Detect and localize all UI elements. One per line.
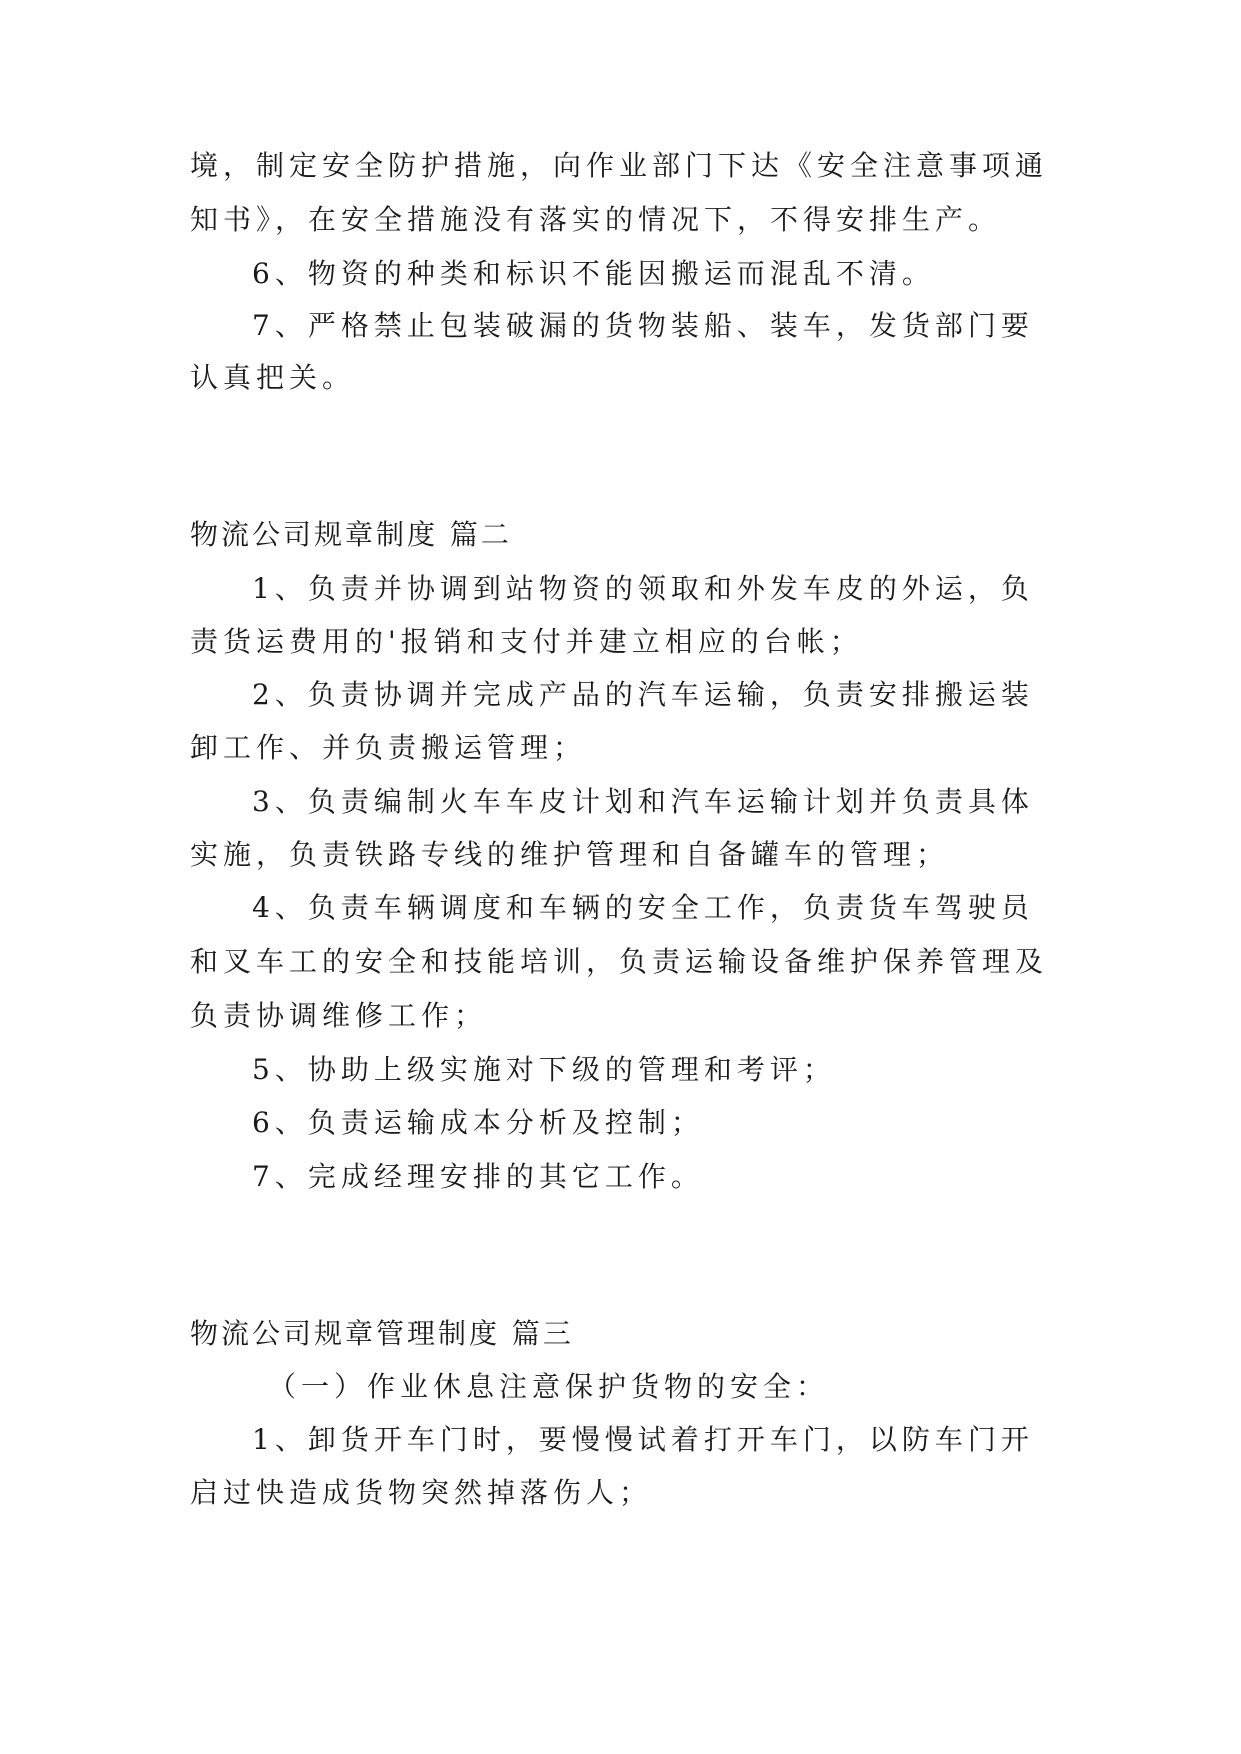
- paragraph-line: 6、物资的种类和标识不能因搬运而混乱不清。: [252, 257, 935, 290]
- paragraph-line: 7、完成经理安排的其它工作。: [252, 1160, 704, 1193]
- paragraph-line: 3、负责编制火车车皮计划和汽车运输计划并负责具体: [252, 785, 1034, 818]
- paragraph-line: 7、严格禁止包装破漏的货物装船、装车，发货部门要: [252, 309, 1034, 342]
- section-heading: 物流公司规章制度 篇二: [190, 518, 512, 551]
- paragraph-line: 认真把关。: [190, 361, 356, 394]
- paragraph-line: 5、协助上级实施对下级的管理和考评；: [252, 1053, 836, 1086]
- paragraph-line: 1、负责并协调到站物资的领取和外发车皮的外运，负: [252, 572, 1034, 605]
- paragraph-line: 知书》，在安全措施没有落实的情况下，不得安排生产。: [190, 203, 1002, 236]
- paragraph-line: 卸工作、并负责搬运管理；: [190, 731, 587, 764]
- paragraph-line: 启过快造成货物突然掉落伤人；: [190, 1476, 653, 1509]
- paragraph-line: 和叉车工的安全和技能培训，负责运输设备维护保养管理及: [190, 945, 1049, 978]
- paragraph-line: 实施，负责铁路专线的维护管理和自备罐车的管理；: [190, 838, 950, 871]
- paragraph-line: 4、负责车辆调度和车辆的安全工作，负责货车驾驶员: [252, 891, 1034, 924]
- paragraph-line: 1、卸货开车门时，要慢慢试着打开车门，以防车门开: [252, 1423, 1034, 1456]
- paragraph-line: 6、负责运输成本分析及控制；: [252, 1106, 704, 1139]
- paragraph-line: 负责协调维修工作；: [190, 999, 488, 1032]
- paragraph-line: 2、负责协调并完成产品的汽车运输，负责安排搬运装: [252, 678, 1034, 711]
- paragraph-line: （一）作业休息注意保护货物的安全：: [268, 1370, 830, 1403]
- section-heading: 物流公司规章管理制度 篇三: [190, 1317, 574, 1350]
- paragraph-line: 责货运费用的'报销和支付并建立相应的台帐；: [190, 625, 863, 658]
- paragraph-line: 境，制定安全防护措施，向作业部门下达《安全注意事项通: [190, 149, 1049, 182]
